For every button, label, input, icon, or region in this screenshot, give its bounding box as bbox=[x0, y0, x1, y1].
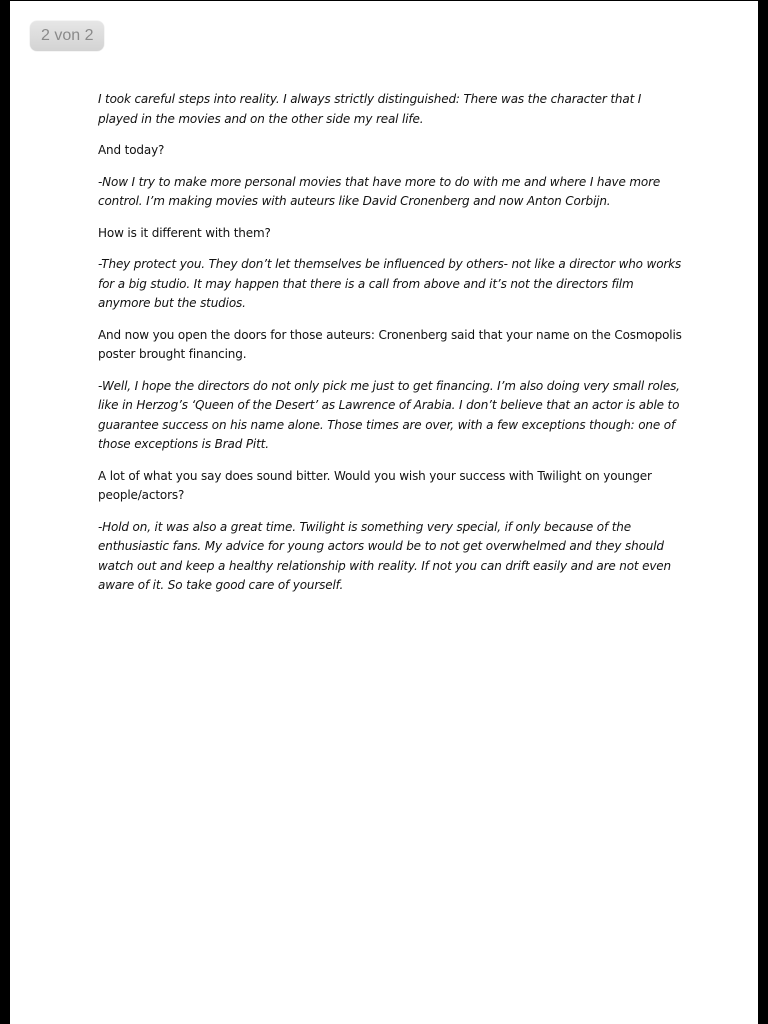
page-indicator: 2 von 2 bbox=[30, 21, 104, 51]
answer-paragraph: -Well, I hope the directors do not only pick me just to get financing. I’m also doing very small roles, like in Herzog’s ‘Queen of the Desert’ as Lawrence of Arabia. I don’t believe that an actor is able to guarantee success on his name alone. Those times are over, with a few exceptions though: one of those exceptions is Brad Pitt. bbox=[98, 378, 680, 451]
question-paragraph: A lot of what you say does sound bitter. Would you wish your success with Twilight on younger people/actors? bbox=[98, 468, 652, 502]
question-paragraph: And now you open the doors for those auteurs: Cronenberg said that your name on the Cosmopolis poster brought financing. bbox=[98, 327, 682, 361]
document-page[interactable] bbox=[10, 1, 758, 1024]
document-body bbox=[98, 90, 682, 608]
answer-paragraph: I took careful steps into reality. I always strictly distinguished: There was the character that I played in the movies and on the other side my real life. bbox=[98, 92, 642, 126]
answer-paragraph: -They protect you. They don’t let themselves be influenced by others- not like a director who works for a big studio. It may happen that there is a call from above and it’s not the directors film anymore but the studios. bbox=[98, 257, 682, 310]
answer-paragraph: -Hold on, it was also a great time. Twilight is something very special, if only because of the enthusiastic fans. My advice for young actors would be to not get overwhelmed and they should watch out and keep a healthy relationship with reality. If not you can drift easily and are not even aware of it. So take good care of yourself. bbox=[98, 519, 671, 592]
question-paragraph: How is it different with them? bbox=[98, 225, 271, 240]
answer-paragraph: -Now I try to make more personal movies that have more to do with me and where I have more control. I’m making movies with auteurs like David Cronenberg and now Anton Corbijn. bbox=[98, 174, 661, 208]
question-paragraph: And today? bbox=[98, 143, 165, 157]
